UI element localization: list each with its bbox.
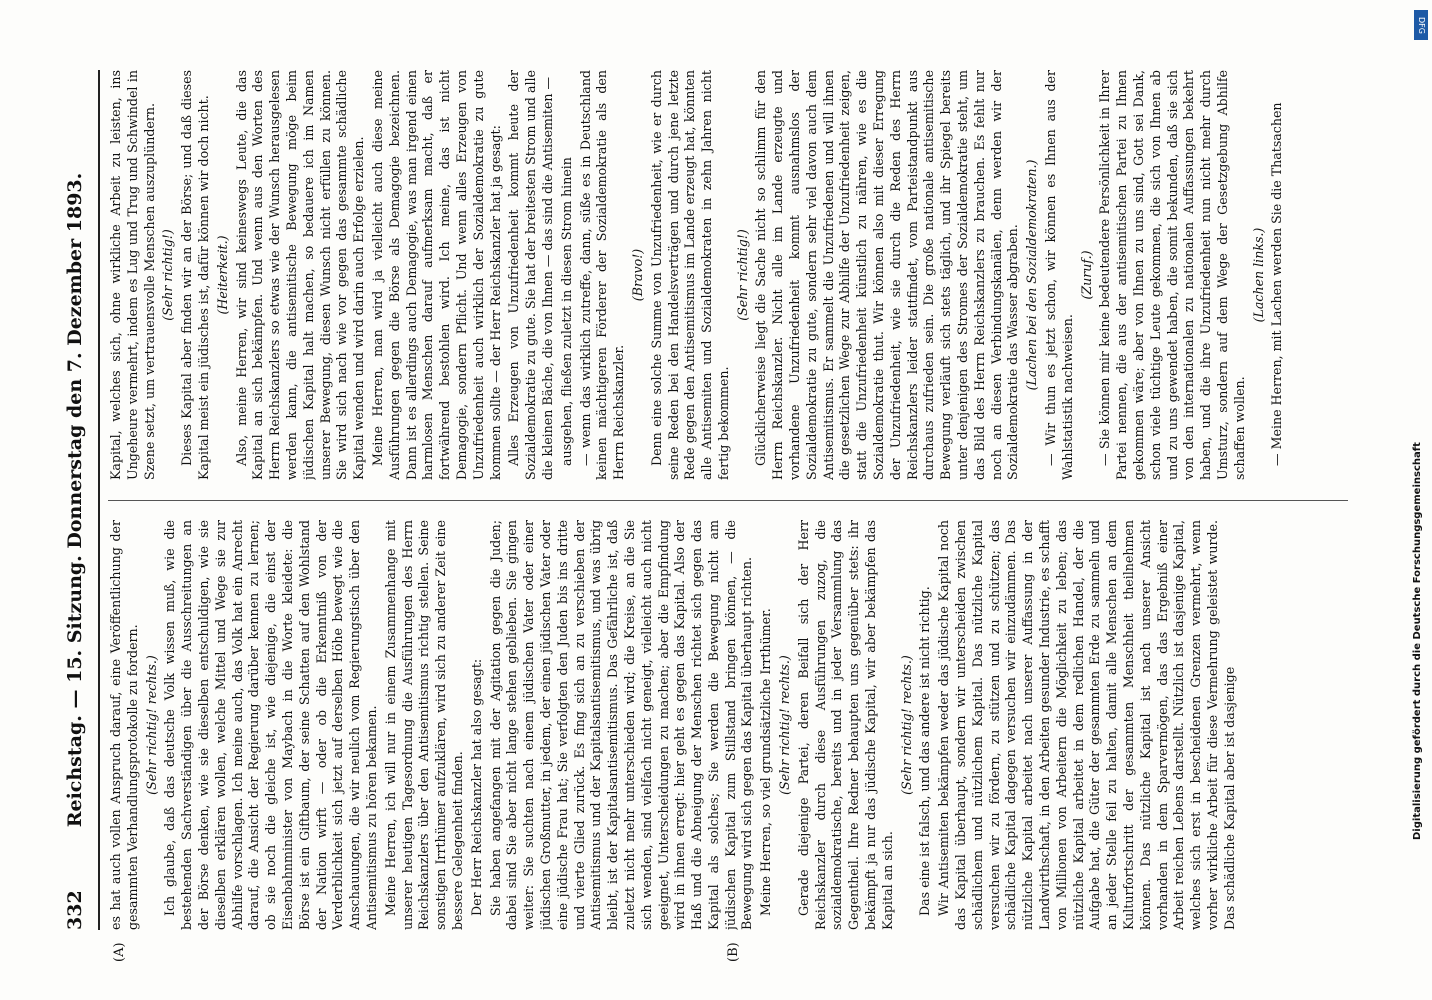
paragraph: Meine Herren, man wird ja vielleicht auch diese meine Ausführungen gegen die Börse als Demagogie bezeichnen. Dann ist es allerdings auch Demagogie, was man irgend einen harmlosen Menschen darauf aufmerksam macht, daß er fortwährend bestohlen wird. Ich meine, das ist nicht Demagogie, sondern Pflicht. Und wenn alles Erzeugen von Unzufriedenheit auch wirklich der Sozialdemokratie zu gute kommen sollte — der Herr Reichskanzler hat ja gesagt: bbox=[369, 70, 503, 480]
paragraph: — Sie können mir keine bedeutendere Persönlichkeit in Ihrer Partei nennen, die aus der antisemitischen Partei zu Ihnen gekommen wäre; aber von Ihnen zu uns sind, Gott sei Dank, schon viele tüchtige Leute gekommen, die sich von Ihnen ab und zu uns gewendet haben, die somit bekunden, daß sie sich von den internationalen zu nationalen Auffassungen bekehrt haben, und die ihre Unzufriedenheit nun nicht mehr durch Umsturz, sondern auf dem Wege der Gesetzgebung Abhilfe schaffen wollen. bbox=[1097, 70, 1247, 480]
paragraph: Denn eine solche Summe von Unzufriedenheit, wie er durch seine Reden bei den Handelsverträgen und durch jene letzte Rede gegen den Antisemitismus im Lande erzeugt hat, könnten alle Antisemiten und Sozialdemokraten in zehn Jahren nicht fertig bekommen. bbox=[648, 70, 731, 480]
paragraph: (Zuruf.) bbox=[1078, 250, 1094, 300]
digitization-note-text: Digitalisierung gefördert durch die Deutsche Forschungsgemeinschaft bbox=[1412, 442, 1423, 840]
page-number: 332 bbox=[64, 890, 86, 930]
left-text-column bbox=[108, 520, 1348, 930]
paragraph: Glücklicherweise liegt die Sache nicht so schlimm für den Herrn Reichskanzler. Nicht alle im Lande erzeugte und vorhandene Unzufriedenheit kommt ausnahmslos der Sozialdemokratie zu gute, sondern sehr viel davon auch dem Antisemitismus. Er sammelt die Unzufriedenen und will ihnen die gesetzlichen Wege zur Abhilfe der Unzufriedenheit zeigen, statt die Unzufriedenheit künstlich zu nähren, wie es die Sozialdemokratie thut. Wir können also mit dieser Erregung der Unzufriedenheit, wie sie durch die Reden des Herrn Reichskanzlers leider stattfindet, vom Parteistandpunkt aus durchaus zufrieden sein. Die große nationale antisemitische Bewegung verläuft sich stets täglich, und ihr Spiegel bereits unter denjenigen des Stromes der Sozialdemokratie steht, um das Bild des Herrn Reichskanzlers zu brauchen. Es fehlt nur noch an diesen Verbindungskanälen, denn werden wir der Sozialdemokratie das Wasser abgraben. bbox=[753, 70, 1021, 480]
paragraph: (Bravo!) bbox=[629, 248, 645, 302]
running-header bbox=[64, 70, 92, 930]
paragraph: Wir Antisemiten bekämpfen weder das jüdische Kapital noch das Kapital überhaupt, sondern wir unterscheiden zwischen schädlichem und nützlichem Kapital. Das nützliche Kapital versuchen wir zu fördern, zu stützen und zu schützen; das schädliche Kapital dagegen versuchen wir einzudämmen. Das nützliche Kapital arbeitet nach unserer Auffassung in der Landwirthschaft, in den Arbeiten gesunder Industrie, es schafft von Millionen von Arbeitern die Möglichkeit zu leben; das nützliche Kapital arbeitet in dem redlichen Handel, der die Aufgabe hat, die Güter der gesammten Erde zu sammeln und an jeder Stelle feil zu halten, damit alle Menschen an dem Kulturfortschritt der gesammten Menschheit theilnehmen können. Das nützliche Kapital ist nach unserer Ansicht vorhanden in dem Sparvermögen, das das Ergebniß einer Arbeit reichen Lebens darstellt. Nützlich ist dasjenige Kapital, welches sich erst in bescheidenen Grenzen vermehrt, wenn vorher wirkliche Arbeit für diese Vermehrung geleistet wurde. Das schädliche Kapital aber ist dasjenige bbox=[936, 520, 1237, 930]
paragraph: Meine Herren, so viel grundsätzliche Irrthümer. bbox=[758, 608, 774, 916]
paragraph: — Meine Herren, mit Lachen werden Sie die Thatsachen bbox=[1269, 102, 1285, 466]
header-rule bbox=[98, 70, 100, 930]
dfg-badge: DFG bbox=[1414, 10, 1428, 40]
paragraph: Sie haben angefangen mit der Agitation gegen die Juden; dabei sind Sie aber nicht lange stehen geblieben. Sie gingen weiter: Sie suchten nach einem jüdischen Vater oder einer jüdischen Großmutter, in jedem, der einen jüdischen Vater oder eine jüdische Frau hat; Sie verfolgten den Juden bis ins dritte und vierte Glied zurück. Es fing sich an zu verschieben der Antisemitismus und der Kapitalsantisemitismus, und was übrig bleibt, ist der Kapitalsantisemitismus. Das Gefährliche ist, daß zuletzt nicht mehr unterschieden wird; die Kreise, an die Sie sich wenden, sind vielfach nicht geneigt, vielleicht auch nicht geeignet, Unterscheidungen zu machen; aber die Empfindung wird in ihnen erregt: hier geht es gegen das Kapital. Also der Haß und die Abneigung der Menschen richtet sich gegen das Kapital als solches; Sie werden die Bewegung nicht am jüdischen Kapital zum Stillstand bringen können, — die Bewegung wird sich gegen das Kapital überhaupt richten. bbox=[487, 520, 755, 930]
paragraph: — wenn das wirklich zutreffe, dann, süße es in Deutschland keinen mächtigeren Förderer der Sozialdemokratie als den Herrn Reichskanzler. bbox=[577, 70, 627, 480]
right-text-column bbox=[108, 70, 1348, 480]
paragraph: (Lachen links.) bbox=[1250, 227, 1266, 323]
rotated-document-page bbox=[26, 30, 1406, 970]
paragraph: (Sehr richtig!) bbox=[160, 229, 176, 321]
paragraph: Der Herr Reichskanzler hat also gesagt: bbox=[468, 658, 484, 916]
paragraph: Gerade diejenige Partei, deren Beifall sich der Herr Reichskanzler durch diese Ausführungen zuzog, die sozialdemokratische, bereits und in jeder Versammlung das Gegentheil. Ihre Redner behaupten uns gegenüber stets: ihr bekämpft ja nur das jüdische Kapital, wir aber bekämpfen das Kapital an sich. bbox=[795, 520, 895, 930]
paragraph: — Wir thun es jetzt schon, wir können es Ihnen aus der Wahlstatistik nachweisen. bbox=[1043, 70, 1075, 480]
paragraph: (Sehr richtig! rechts.) bbox=[898, 655, 914, 795]
paragraph: Meine Herren, ich will nur in einem Zusammenhange mit unserer heutigen Tagesordnung die Ausführungen des Herrn Reichskanzlers über den Antisemitismus richtig stellen. Seine sonstigen Irrthümer aufzuklären, wird sich zu anderer Zeit eine bessere Gelegenheit finden. bbox=[382, 520, 465, 930]
paragraph: Kapital, welches sich, ohne wirkliche Arbeit zu leisten, ins Ungeheure vermehrt, indem es Lug und Trug und Schwindel in Szene setzt, um vertrauensvolle Menschen auszuplündern. bbox=[108, 70, 157, 480]
paragraph: Ich glaube, daß das deutsche Volk wissen muß, wie die bestehenden Sachverständigen über die Ausschreitungen an der Börse denken, wie sie dieselben entschuldigen, wie sie dieselben erklären wollen, welche Mittel und Wege sie zur Abhilfe vorschlagen. Ich meine auch, das Volk hat ein Anrecht darauf, die Ansicht der Regierung darüber kennen zu lernen; ob sie noch die gleiche ist, wie diejenige, die einst der Eisenbahnminister von Maybach in die Worte kleidete: die Börse ist ein Giftbaum, der seine Schatten auf den Wohlstand der Nation wirft — oder ob die Erkenntniß von der Verderblichkeit sich jetzt auf derselben Höhe bewegt wie die Anschauungen, die wir neulich vom Regierungstisch über den Antisemitismus zu hören bekamen. bbox=[162, 520, 379, 930]
paragraph: (Sehr richtig! rechts.) bbox=[777, 655, 793, 795]
margin-letter-a: (A) bbox=[112, 942, 127, 962]
paragraph: ausgehen, fließen zuletzt in diesen Strom hinein bbox=[558, 157, 574, 466]
paragraph: Also, meine Herren, wir sind keineswegs Leute, die das Kapital an sich bekämpfen. Und wenn aus den Worten des Herrn Reichskanzlers so etwas wie der Wunsch herausgelesen werden kann, die antisemitische Bewegung möge beim jüdischen Kapital halt machen, so bedauere ich im Namen unserer Bewegung, diesen Wunsch nicht erfüllen zu können. Sie wird sich nach wie vor gegen das gesammte schädliche Kapital wenden und wird darin auch Erfolge erzielen. bbox=[233, 70, 367, 480]
paragraph: Das eine ist falsch, und das andere ist nicht richtig. bbox=[917, 586, 933, 916]
margin-letter-b: (B) bbox=[726, 942, 741, 962]
header-title: Reichstag. — 15. Sitzung. Donnerstag den 7. Dezember 1893. bbox=[64, 172, 86, 828]
paragraph: (Sehr richtig! rechts.) bbox=[143, 655, 159, 795]
paragraph: Dieses Kapital aber finden wir an der Börse; und daß dieses Kapital meist ein jüdisches ist, dafür können wir doch nicht. bbox=[179, 70, 211, 480]
paragraph: Alles Erzeugen von Unzufriedenheit kommt heute der Sozialdemokratie zu gute. Sie hat der breitesten Strom und alle die kleinen Bäche, die von Ihnen — das sind die Antisemiten — bbox=[506, 70, 555, 480]
paragraph: (Sehr richtig!) bbox=[734, 229, 750, 321]
paragraph: (Heiterkeit.) bbox=[214, 235, 230, 315]
paragraph: (Lachen bei den Sozialdemokraten.) bbox=[1024, 159, 1040, 391]
column-separator bbox=[108, 500, 1348, 501]
paragraph: es hat auch vollen Anspruch darauf, eine Veröffentlichung der gesammten Verhandlungsprotokolle zu fordern. bbox=[108, 520, 140, 930]
